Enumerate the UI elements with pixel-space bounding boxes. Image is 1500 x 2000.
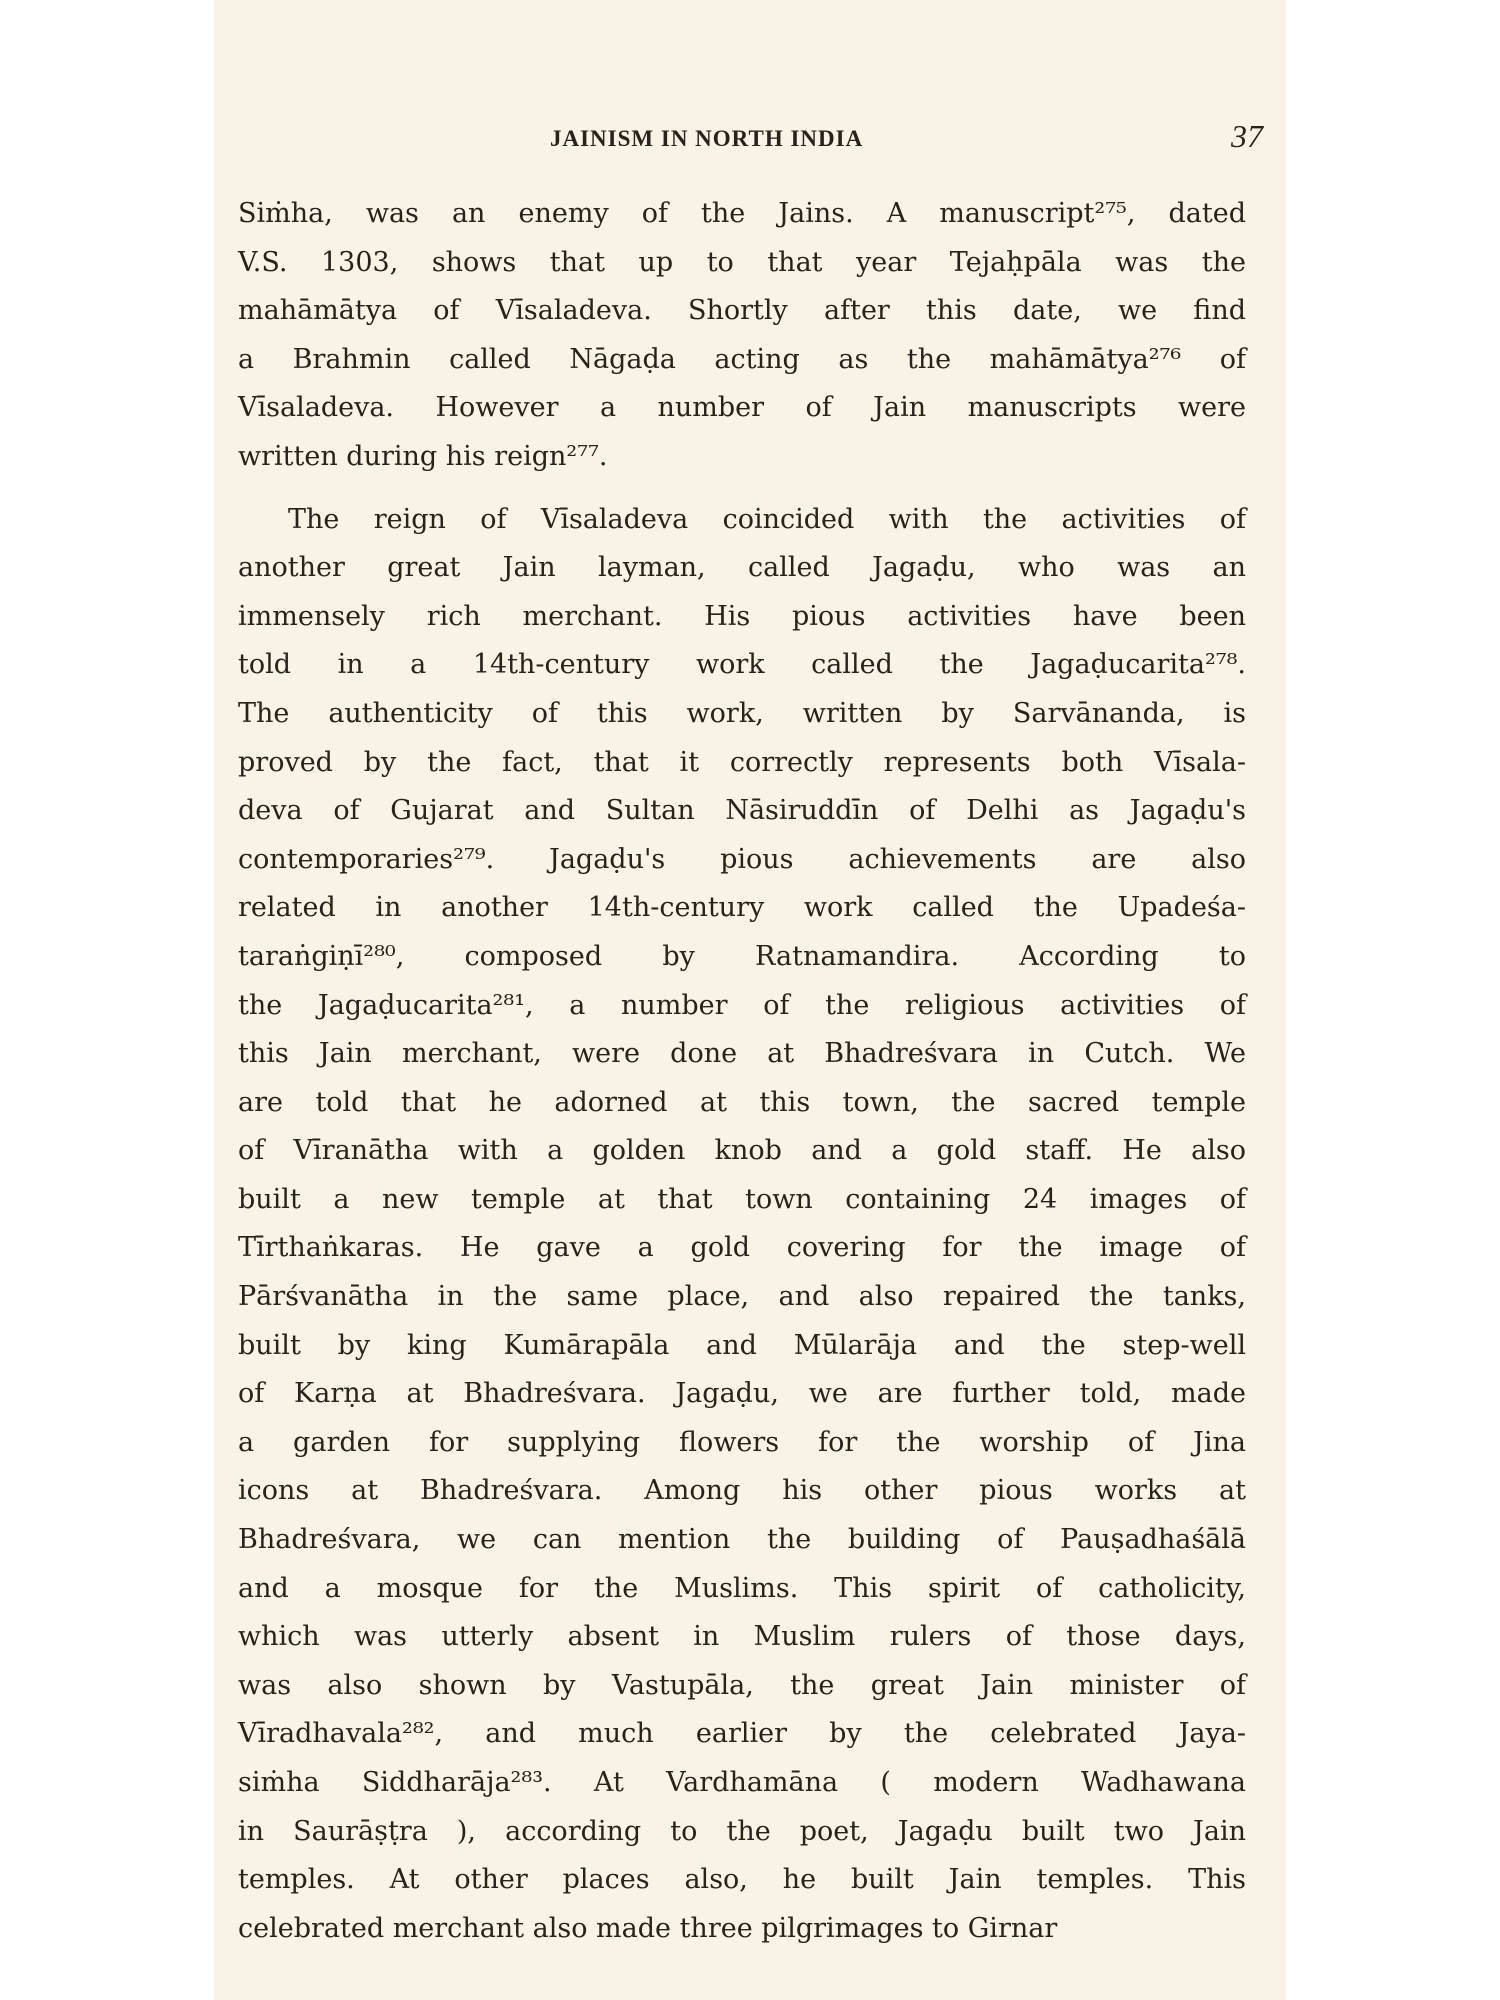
text-line: related in another 14th-century work called the Upadeśa-: [238, 892, 1246, 924]
text-line: temples. At other places also, he built Jain temples. This: [238, 1864, 1246, 1896]
body-text: [238, 190, 1246, 1953]
text-line: of Karṇa at Bhadreśvara. Jagaḍu, we are further told, made: [238, 1378, 1246, 1410]
text-line: siṁha Siddharāja²⁸³. At Vardhamāna ( modern Wadhawana: [238, 1767, 1246, 1798]
text-line: and a mosque for the Muslims. This spirit of catholicity,: [238, 1572, 1246, 1604]
text-line: Bhadreśvara, we can mention the building of Pauṣadhaśālā: [238, 1524, 1246, 1556]
paragraph-gap: [238, 482, 1246, 496]
text-line: are told that he adorned at this town, the sacred temple: [238, 1086, 1246, 1118]
paragraph-1: [238, 190, 1246, 482]
text-line: V.S. 1303, shows that up to that year Tejaḥpāla was the: [238, 246, 1246, 278]
text-line: proved by the fact, that it correctly represents both Vīsala-: [238, 746, 1246, 778]
text-line: built a new temple at that town containing 24 images of: [238, 1183, 1246, 1215]
text-line: a garden for supplying flowers for the worship of Jina: [238, 1426, 1246, 1458]
text-line: which was utterly absent in Muslim rulers of those days,: [238, 1621, 1246, 1653]
text-line: taraṅgiṇī²⁸⁰, composed by Ratnamandira. According to: [238, 940, 1246, 972]
text-line: contemporaries²⁷⁹. Jagaḍu's pious achievements are also: [238, 843, 1246, 875]
text-line: built by king Kumārapāla and Mūlarāja and the step-well: [238, 1329, 1246, 1361]
text-line: celebrated merchant also made three pilgrimages to Girnar: [238, 1912, 1058, 1944]
page-number: 37: [1231, 118, 1263, 154]
text-line: Tīrthaṅkaras. He gave a gold covering for the image of: [238, 1232, 1246, 1264]
text-line: Vīsaladeva. However a number of Jain manuscripts were: [238, 392, 1246, 424]
text-line: written during his reign²⁷⁷.: [238, 440, 608, 472]
text-line: deva of Gujarat and Sultan Nāsiruddīn of Delhi as Jagaḍu's: [238, 795, 1246, 827]
text-line: of Vīranātha with a golden knob and a gold staff. He also: [238, 1135, 1246, 1167]
text-line: in Saurāṣṭra ), according to the poet, Jagaḍu built two Jain: [238, 1815, 1246, 1847]
text-line: Siṁha, was an enemy of the Jains. A manuscript²⁷⁵, dated: [238, 198, 1246, 229]
text-line: icons at Bhadreśvara. Among his other pious works at: [238, 1475, 1246, 1507]
text-line: immensely rich merchant. His pious activities have been: [238, 600, 1246, 632]
text-line: a Brahmin called Nāgaḍa acting as the mahāmātya²⁷⁶ of: [238, 343, 1246, 375]
text-line: was also shown by Vastupāla, the great Jain minister of: [238, 1669, 1246, 1701]
text-line: mahāmātya of Vīsaladeva. Shortly after this date, we find: [238, 295, 1246, 327]
text-line: the Jagaḍucarita²⁸¹, a number of the religious activities of: [238, 989, 1246, 1021]
running-head: JAINISM IN NORTH INDIA: [550, 126, 864, 151]
text-line: this Jain merchant, were done at Bhadreśvara in Cutch. We: [238, 1038, 1246, 1070]
book-page: [214, 0, 1286, 2000]
text-line: The reign of Vīsaladeva coincided with the activities of: [288, 503, 1246, 535]
text-line: Pārśvanātha in the same place, and also repaired the tanks,: [238, 1281, 1246, 1313]
text-line: another great Jain layman, called Jagaḍu, who was an: [238, 552, 1246, 584]
page-header: [214, 118, 1286, 158]
text-line: told in a 14th-century work called the Jagaḍucarita²⁷⁸.: [238, 649, 1246, 681]
text-line: The authenticity of this work, written by Sarvānanda, is: [238, 697, 1246, 729]
text-line: Vīradhavala²⁸², and much earlier by the celebrated Jaya-: [238, 1718, 1246, 1750]
paragraph-2: [238, 496, 1246, 1954]
